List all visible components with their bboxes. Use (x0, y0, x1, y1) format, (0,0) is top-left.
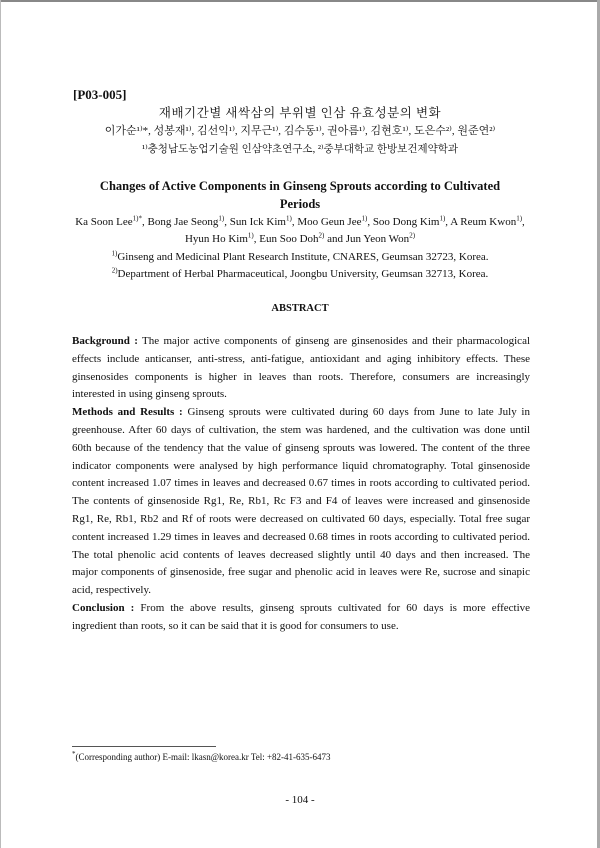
footnote-divider (72, 746, 216, 747)
affiliation-text: Ginseng and Medicinal Plant Research Institute, CNARES, Geumsan 32723, Korea. (117, 251, 489, 263)
korean-authors: 이가순¹⁾*, 성봉재¹⁾, 김선익¹⁾, 지무근¹⁾, 김수동¹⁾, 권아름¹⁾, 김현호¹⁾, 도은수²⁾, 원준연²⁾ (104, 125, 496, 137)
background-paragraph (72, 333, 530, 404)
author-name: Soo Dong Kim (372, 216, 440, 228)
background-label: Background : (72, 335, 138, 347)
abstract-body (72, 333, 530, 636)
page-number: - 104 - (285, 794, 315, 806)
footnote-text: (Corresponding author) E-mail: lkasn@korea.kr Tel: +82-41-635-6473 (75, 752, 331, 762)
author-name: Hyun Ho Kim (184, 233, 248, 245)
author-name: Sun Ick Kim (229, 216, 286, 228)
author-mark: 1) (439, 214, 446, 223)
conclusion-label: Conclusion : (72, 601, 135, 614)
conclusion-paragraph (72, 600, 530, 636)
author-name: Bong Jae Seong (147, 216, 219, 228)
author-name: Ka Soon Lee (75, 216, 133, 228)
author-mark: 2) (318, 231, 325, 240)
affiliation-mark: 2) (111, 266, 118, 275)
author-name: Eun Soo Doh (259, 233, 319, 245)
affiliation-text: Department of Herbal Pharmaceutical, Joongbu University, Geumsan 32713, Korea. (117, 268, 489, 280)
background-text: The major active components of ginseng are ginsenosides and their pharmacological effects include anticanser, anti-stress, anti-fatigue, antioxidant and aging inhibitory effects. These ginsenosides components is higher in leaves than roots. Therefore, consumers are increasingly interested in using ginseng sprouts. (72, 335, 531, 401)
affiliation-1 (72, 251, 528, 263)
methods-paragraph (72, 404, 530, 600)
korean-affiliations: ¹⁾충청남도농업기술원 인삼약초연구소, ²⁾중부대학교 한방보건제약학과 (141, 144, 459, 155)
poster-code: [P03-005] (73, 87, 127, 102)
methods-label: Methods and Results : (72, 406, 183, 419)
author-mark: 1) (285, 214, 292, 223)
abstract-heading: ABSTRACT (271, 303, 329, 314)
author-mark: 1) (247, 231, 254, 240)
footnote (72, 752, 331, 762)
conclusion-text: From the above results, ginseng sprouts cultivated for 60 days is more effective ingredient than roots, so it can be said that it is good for consumers to use. (72, 601, 531, 632)
affiliation-2 (72, 268, 528, 280)
korean-title: 재배기간별 새싹삼의 부위별 인삼 유효성분의 변화 (158, 106, 442, 120)
author-mark: 1) (218, 214, 225, 223)
english-title: Changes of Active Components in Ginseng Sprouts according to Cultivated Periods (99, 179, 501, 211)
author-mark: 1)* (132, 214, 142, 223)
english-authors: Ka Soon Lee$^{1)*}$, Bong Jae Seong$^{1)}$, Sun Ick Kim$^{1)}$, Moo Geun Jee$^{1)}$, Soo Dong Kim$^{1)}$, A Reum Kwon$^{1)}$, Hyun Ho Kim$^{1)}$, Eun Soo Doh$^{2)}$ and Jun Yeon Won$^{2)}$ (75, 214, 525, 245)
author-mark: 2) (409, 231, 416, 240)
methods-text: Ginseng sprouts were cultivated during 60 days from June to late July in greenhouse. After 60 days of cultivation, the stem was hardened, and the cultivation was done until 60th because of the tendency that the value of ginseng sprouts was lowered. The content of the three indicator components were analysed by high performance liquid chromatography. Total ginsenoside content increased 1.07 times in leaves and decreased 0.67 times in roots according to cultivated period. The contents of ginsenoside Rg1, Re, Rb1, Rc F3 and F4 of leaves were increased and ginsenoside Rg1, Re, Rb1, Rb2 and Rf of roots were decreased on cultivated 60 days, especially. Total free sugar content increased 1.29 times in leaves and decreased 0.68 times in roots according to cultivated period. The total phenolic acid contents of leaves decreased slightly until 40 days and then increased. The major components of ginsenoside, free sugar and phenolic acid in leaves were Re, sucrose and sinapic acid, respectively. (72, 406, 530, 597)
author-name: A Reum Kwon (450, 216, 517, 228)
page-top-border (0, 0, 600, 2)
author-name: Jun Yeon Won (345, 233, 410, 245)
footnote-mark: * (72, 750, 76, 758)
author-name: Moo Geun Jee (297, 216, 362, 228)
affiliation-mark: 1) (111, 249, 118, 258)
author-mark: 1) (516, 214, 523, 223)
author-mark: 1) (361, 214, 368, 223)
